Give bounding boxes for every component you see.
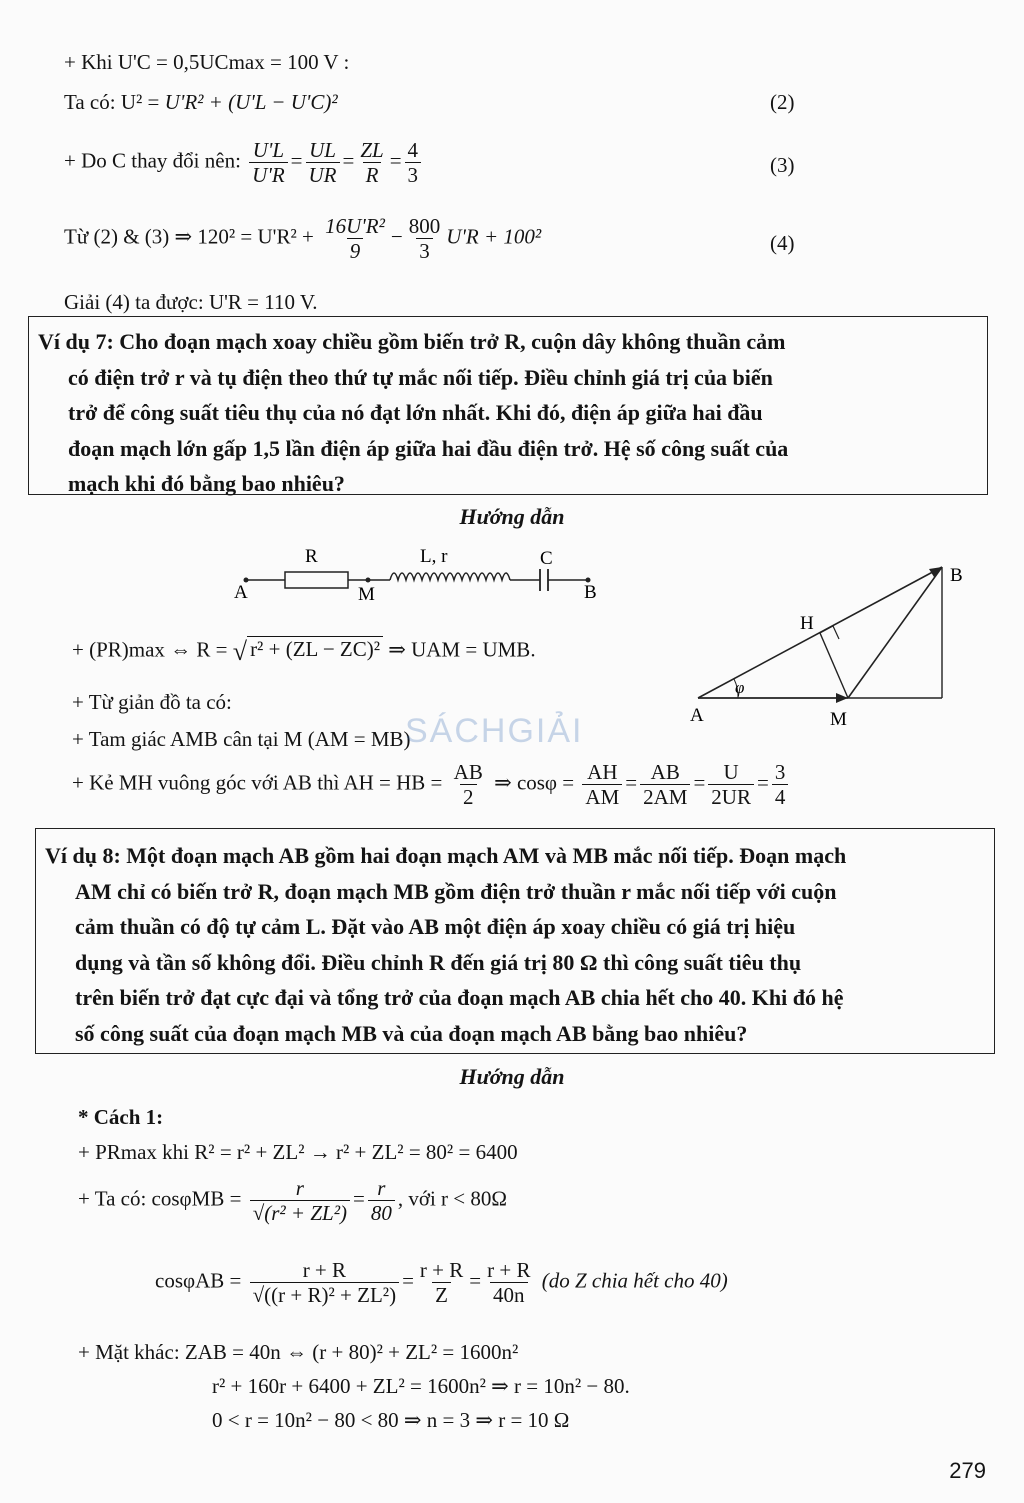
label-m: M xyxy=(358,584,375,605)
mh-prefix: + Kẻ MH vuông góc với AB thì AH = HB = xyxy=(72,770,443,795)
n-solution: 0 < r = 10n² − 80 < 80 ⇒ n = 3 ⇒ r = 10 Ω xyxy=(212,1408,570,1432)
cosphi-mb-line: + Ta có: cosφMB = $\frac{r}{\text{√(r² + ZL²)}}$ = $\frac{r}{80}$ , với r < 80Ω xyxy=(78,1176,507,1226)
label-b: B xyxy=(950,565,963,586)
label-phi: φ xyxy=(735,678,745,697)
example-8-row: cảm thuần có độ tự cảm L. Đặt vào AB một điện áp xoay chiều có giá trị hiệu xyxy=(75,914,796,939)
fraction-rR-sqrt: $\frac{r + R}{\text{√((r + R)² + ZL²)}}$ xyxy=(250,1258,399,1307)
prmax-condition: + PRmax khi R² = r² + ZL² → r² + ZL² = 80² = 6400 xyxy=(78,1140,518,1164)
label-m: M xyxy=(830,709,847,730)
label-c: C xyxy=(540,548,553,569)
solution-ur: Giải (4) ta được: U'R = 110 V. xyxy=(64,290,318,314)
label-a: A xyxy=(690,705,704,726)
method-1-label: * Cách 1: xyxy=(78,1105,164,1129)
fraction-3-4: $\frac{3}{4}$ xyxy=(772,760,789,809)
example-8-heading: Hướng dẫn xyxy=(459,1064,565,1089)
equation-3: + Do C thay đổi nên: $\frac{U'L}{U'R}$ = $\frac{UL}{UR}$ = $\frac{ZL}{R}$ = $\frac{4}{3}$ xyxy=(64,138,424,187)
cosphi-ab-note: (do Z chia hết cho 40) xyxy=(541,1268,728,1293)
isosceles-line: + Tam giác AMB cân tại M (AM = MB) xyxy=(72,727,411,751)
eq2-body: U'R² + (U'L − U'C)² xyxy=(164,90,338,114)
label-h: H xyxy=(800,613,814,634)
equation-number-4: (4) xyxy=(770,231,795,255)
fraction-rR-z: $\frac{r + R}{Z}$ xyxy=(419,1258,464,1308)
eq4-prefix: Từ (2) & (3) ⇒ 120² = U'R² + xyxy=(64,224,314,249)
watermark-logo: SÁCHGIẢI xyxy=(405,712,584,750)
from-diagram-line: + Từ giản đồ ta có: xyxy=(72,690,232,714)
cosphi-mb-tail: , với r < 80Ω xyxy=(397,1186,507,1211)
eq2-prefix: Ta có: U² = xyxy=(64,90,165,114)
label-lr: L, r xyxy=(420,546,448,567)
cosphi-mb-prefix: + Ta có: cosφMB = xyxy=(78,1186,242,1211)
example-7-text xyxy=(38,324,788,502)
circuit-diagram xyxy=(230,540,610,608)
fraction-ul-ur-prime: $\frac{U'L}{U'R}$ xyxy=(249,138,287,187)
fraction-zl-r: $\frac{ZL}{R}$ xyxy=(360,138,384,188)
phasor-triangle-diagram xyxy=(680,555,980,735)
pr-max-condition: + (PR)max ⇔ R = √ r² + (ZL − ZC)² ⇒ UAM = UMB. xyxy=(72,637,536,666)
resistor-symbol xyxy=(285,572,348,588)
fraction-r-80: $\frac{r}{80}$ xyxy=(368,1176,395,1225)
example-7-row: Ví dụ 7: Cho đoạn mạch xoay chiều gồm biến trở R, cuộn dây không thuần cảm xyxy=(38,329,786,354)
segment-mh xyxy=(820,633,848,698)
example-8-text xyxy=(45,838,846,1051)
node-m xyxy=(366,578,371,583)
example-8-row: AM chỉ có biến trở R, đoạn mạch MB gồm điện trở thuần r mắc nối tiếp với cuộn xyxy=(75,878,837,904)
fraction-4-3: $\frac{4}{3}$ xyxy=(405,138,422,187)
example-8-row: dụng và tần số không đổi. Điều chỉnh R đến giá trị 80 Ω thì công suất tiêu thụ xyxy=(75,949,802,975)
example-7-row: có điện trở r và tụ điện theo thứ tự mắc nối tiếp. Điều chỉnh giá trị của biến xyxy=(68,364,773,390)
label-b: B xyxy=(584,582,597,603)
fraction-r-sqrt: $\frac{r}{\text{√(r² + ZL²)}}$ xyxy=(250,1176,350,1225)
cosphi-ab-prefix: cosφAB = xyxy=(155,1268,242,1293)
fraction-800-3: $\frac{800}{3}$ xyxy=(408,214,441,264)
eq4-tail: U'R + 100² xyxy=(446,224,542,249)
right-angle-mark-icon xyxy=(820,626,839,639)
cosphi-label: ⇒ cosφ = xyxy=(494,770,575,795)
example-7-row: đoạn mạch lớn gấp 1,5 lần điện áp giữa hai đầu điện trở. Hệ số công suất của xyxy=(68,435,789,461)
example-7-row: mạch khi đó bằng bao nhiêu? xyxy=(68,471,345,496)
example-8-row: số công suất của đoạn mạch MB và của đoạn mạch AB bằng bao nhiêu? xyxy=(75,1020,748,1046)
fraction-ab-2am: $\frac{AB}{2AM}$ xyxy=(640,760,690,809)
label-r: R xyxy=(305,546,318,567)
example-8-row: Ví dụ 8: Một đoạn mạch AB gồm hai đoạn mạch AM và MB mắc nối tiếp. Đoạn mạch xyxy=(45,843,847,868)
sqrt-expression: r² + (ZL − ZC)² xyxy=(247,636,383,661)
equation-number-3: (3) xyxy=(770,153,795,177)
r-expression: r² + 160r + 6400 + ZL² = 1600n² ⇒ r = 10n² − 80. xyxy=(212,1374,630,1398)
fraction-16ur-9: $\frac{\text{16U'R²}}{9}$ xyxy=(325,214,385,264)
pr-max-prefix: + (PR)max ⇔ R = xyxy=(72,637,228,662)
equation-number-2: (2) xyxy=(770,90,795,114)
eq3-prefix: + Do C thay đổi nên: xyxy=(64,148,241,173)
example-7-heading: Hướng dẫn xyxy=(459,504,565,529)
zab-equation: + Mặt khác: ZAB = 40n ⇔ (r + 80)² + ZL² = 1600n² xyxy=(78,1340,519,1364)
cosphi-derivation: + Kẻ MH vuông góc với AB thì AH = HB = $\frac{AB}{2}$ ⇒ cosφ = $\frac{AH}{AM}$ = $\frac{AB}{2AM}$ = $\frac{U}{2UR}$ = $\frac{3}{4}$ xyxy=(72,760,791,809)
equation-2 xyxy=(64,90,338,115)
equation-4: Từ (2) & (3) ⇒ 120² = U'R² + $\frac{\text{16U'R²}}{9}$ − $\frac{800}{3}$ U'R + 100² xyxy=(64,214,542,264)
pr-max-tail: ⇒ UAM = UMB. xyxy=(388,637,536,662)
fraction-ul-ur: $\frac{UL}{UR}$ xyxy=(306,138,340,187)
vector-mb xyxy=(848,567,942,698)
statement-uc-half: + Khi U'C = 0,5UCmax = 100 V : xyxy=(64,50,350,74)
fraction-u-2ur: $\frac{U}{2UR}$ xyxy=(708,760,754,809)
page-number: 279 xyxy=(949,1458,986,1483)
label-a: A xyxy=(234,582,248,603)
cosphi-ab-line: cosφAB = $\frac{r + R}{\text{√((r + R)² + ZL²)}}$ = $\frac{r + R}{Z}$ = $\frac{r + R}{40n}$ (do Z chia hết cho 40) xyxy=(155,1258,728,1308)
inductor-coil-icon xyxy=(390,573,510,580)
example-7-row: trở để công suất tiêu thụ của nó đạt lớn nhất. Khi đó, điện áp giữa hai đầu xyxy=(68,400,763,425)
fraction-ah-am: $\frac{AH}{AM}$ xyxy=(582,760,622,809)
example-8-row: trên biến trở đạt cực đại và tổng trở của đoạn mạch AB chia hết cho 40. Khi đó hệ xyxy=(75,985,844,1010)
fraction-rR-40n: $\frac{r + R}{40n}$ xyxy=(487,1258,531,1308)
fraction-ab-2: $\frac{AB}{2}$ xyxy=(453,760,483,810)
